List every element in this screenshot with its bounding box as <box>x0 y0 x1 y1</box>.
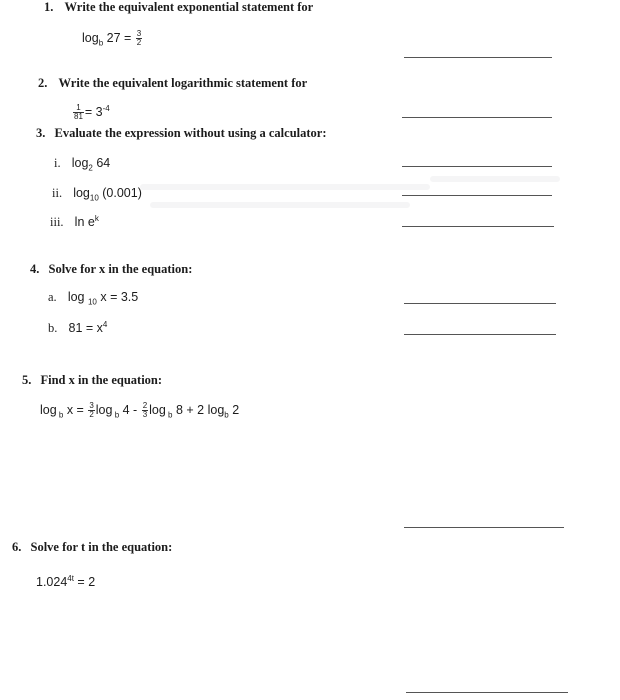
question-text: Find x in the equation: <box>40 373 163 387</box>
fraction: $\frac{1}{81}$ <box>74 103 83 122</box>
question-number: 4. <box>30 262 40 276</box>
question-text: Solve for t in the equation: <box>30 540 173 554</box>
question-5-expression: log $_b$ x = $\frac{3}{2}$ log $_b$ 4 - $\frac{2}{3}$ log $_b$ 8 + 2 $\log_b 2$ <box>40 401 240 420</box>
answer-line[interactable] <box>404 303 556 304</box>
question-1-expression: $\log_b 27$ = $\frac{3}{2}$ <box>82 29 142 48</box>
question-2-expression: $\frac{1}{81}$ = $3^{-4}$ <box>74 103 110 122</box>
question-number: 2. <box>38 76 48 90</box>
answer-line[interactable] <box>402 166 552 167</box>
fraction: $\frac{2}{3}$ <box>142 401 148 419</box>
answer-line[interactable] <box>402 226 554 227</box>
bleed-through-mark <box>430 176 560 182</box>
answer-line[interactable] <box>402 117 552 118</box>
question-number: 6. <box>12 540 22 554</box>
question-number: 1. <box>44 0 54 14</box>
question-text: Write the equivalent logarithmic statement for <box>58 76 308 90</box>
answer-line[interactable] <box>402 195 552 196</box>
question-text: Solve for x in the equation: <box>48 262 193 276</box>
question-3-item-ii: ii. $\log_{10} (0.001)$ <box>52 186 142 203</box>
question-6-expression: $1.024^{4t} = 2$ <box>36 574 96 590</box>
question-5 <box>22 373 162 388</box>
question-text: Evaluate the expression without using a calculator: <box>54 126 327 140</box>
question-6 <box>12 540 172 555</box>
answer-line[interactable] <box>404 334 556 335</box>
question-4-item-a: a. log $_{10}$ x = 3.5 <box>48 290 139 307</box>
question-4-item-b: b. $81 = x^4$ <box>48 320 108 336</box>
question-number: 3. <box>36 126 46 140</box>
answer-line[interactable] <box>406 692 568 693</box>
bleed-through-mark <box>140 184 430 190</box>
question-text: Write the equivalent exponential statement for <box>64 0 314 14</box>
question-number: 5. <box>22 373 32 387</box>
question-4 <box>30 262 192 277</box>
question-3 <box>36 126 327 141</box>
fraction: $\frac{3}{2}$ <box>89 401 94 419</box>
bleed-through-mark <box>150 202 410 208</box>
question-2 <box>38 76 307 91</box>
answer-line[interactable] <box>404 57 552 58</box>
fraction: $\frac{3}{2}$ <box>136 29 142 47</box>
question-3-item-iii: iii. $\ln e^k$ <box>50 214 99 230</box>
question-1 <box>44 0 313 15</box>
question-3-item-i: i. $\log_2 64$ <box>54 156 111 173</box>
answer-line[interactable] <box>404 527 564 528</box>
